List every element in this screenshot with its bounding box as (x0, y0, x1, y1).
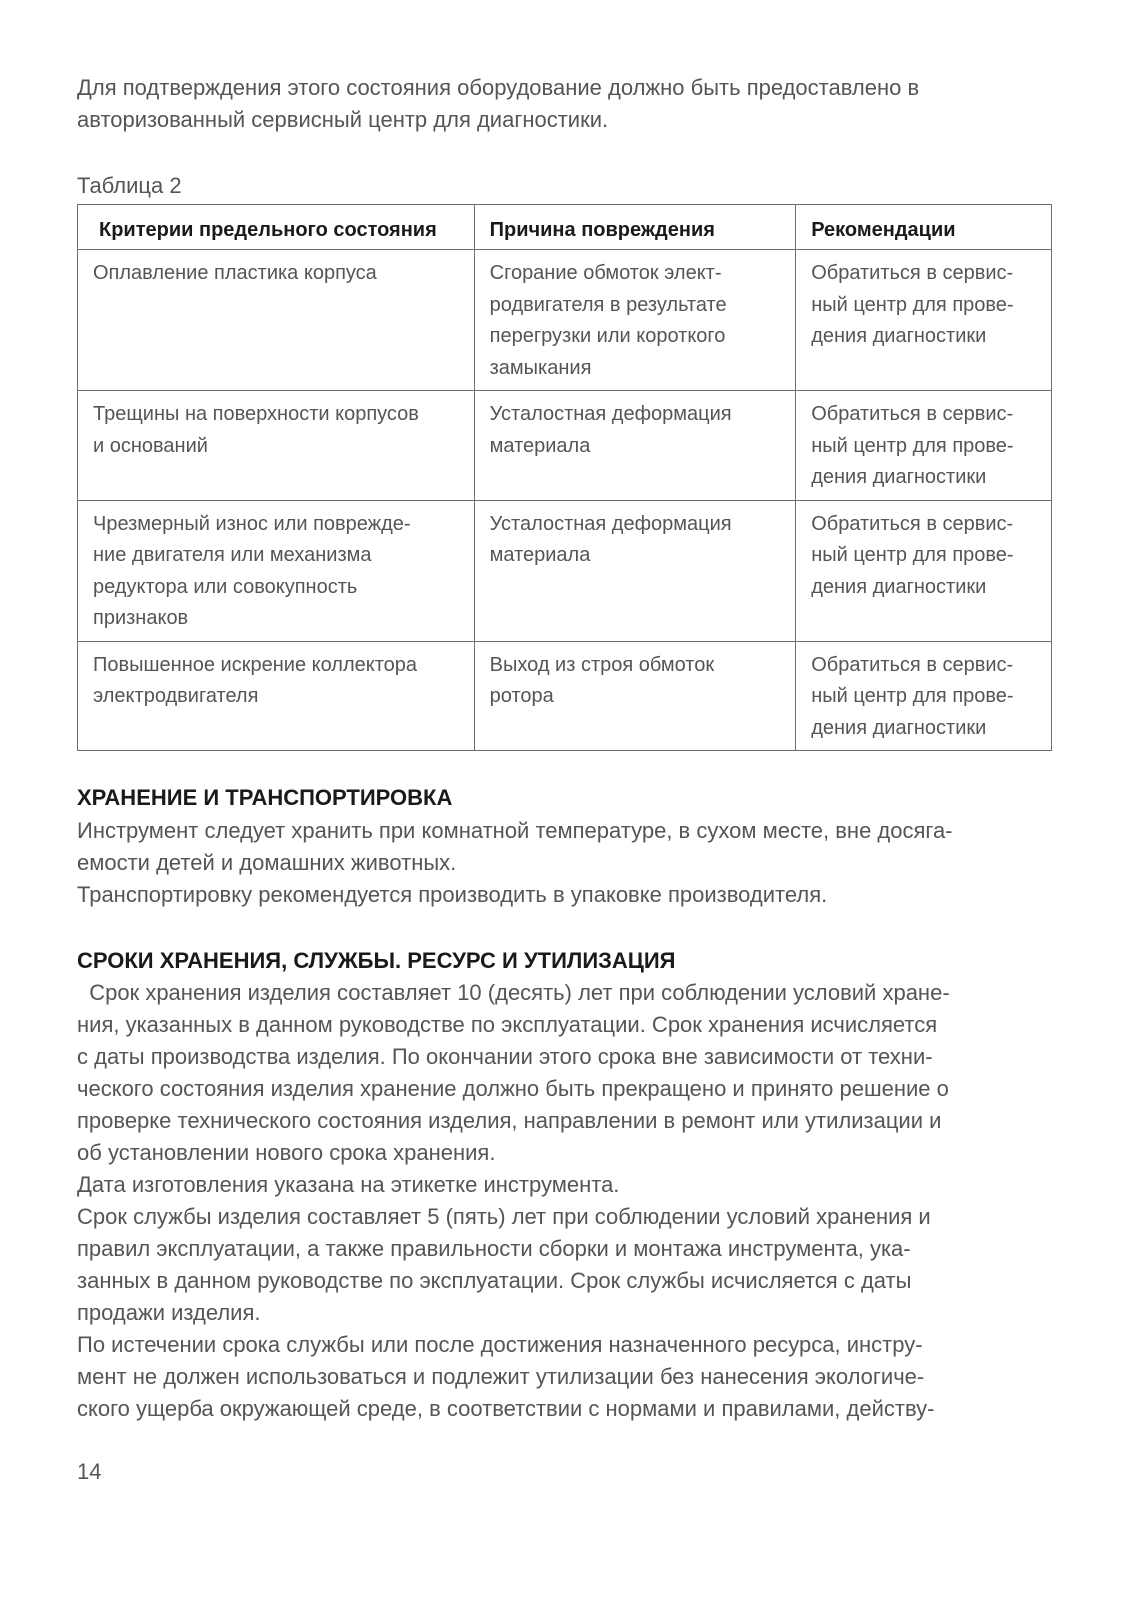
intro-paragraph (77, 72, 1053, 136)
text-line: продажи изделия. (77, 1300, 261, 1325)
text-line: ческого состояния изделия хранение должно быть прекращено и принято решение о (77, 1076, 949, 1101)
text-line: дения диагностики (811, 575, 987, 598)
text-line: проверке технического состояния изделия, направлении в ремонт или утилизации и (77, 1108, 942, 1133)
cell-recommendation (796, 500, 1052, 641)
cell-cause (474, 391, 796, 501)
text-line: об установлении нового срока хранения. (77, 1140, 496, 1165)
table-row (78, 250, 1052, 391)
cell-recommendation (796, 641, 1052, 751)
text-line: Оплавление пластика корпуса (93, 262, 377, 284)
text-line: Выход из строя обмоток (489, 653, 715, 676)
cell-criteria (78, 391, 475, 501)
text-line: признаков (93, 607, 189, 629)
terms-paragraph (77, 977, 1053, 1425)
text-line: занных в данном руководстве по эксплуатации. Срок службы исчисляется с даты (77, 1268, 912, 1293)
text-line: ный центр для прове- (811, 434, 1014, 457)
text-line: дения диагностики (811, 325, 987, 347)
header-cause: Причина повреждения (474, 205, 796, 250)
terms-heading: СРОКИ ХРАНЕНИЯ, СЛУЖБЫ. РЕСУРС И УТИЛИЗАЦИЯ (77, 948, 676, 973)
text-line: перегрузки или короткого (489, 325, 726, 347)
table-row (78, 391, 1052, 501)
text-line: Обратиться в сервис- (811, 653, 1014, 676)
text-line: электродвигателя (93, 685, 259, 707)
table-header-row (78, 205, 1052, 250)
storage-paragraph (77, 815, 1053, 911)
text-line: ния, указанных в данном руководстве по эксплуатации. Срок хранения исчисляется (77, 1012, 938, 1037)
text-line: Срок службы изделия составляет 5 (пять) лет при соблюдении условий хранения и (77, 1204, 931, 1229)
text-line: редуктора или совокупность (93, 575, 358, 598)
cell-criteria (78, 500, 475, 641)
header-criteria: Критерии предельного состояния (78, 205, 475, 250)
table-caption: Таблица 2 (77, 173, 182, 198)
criteria-table (77, 204, 1052, 751)
text-line: Усталостная деформация (489, 512, 732, 535)
text-line: правил эксплуатации, а также правильности сборки и монтажа инструмента, ука- (77, 1236, 911, 1261)
text-line: родвигателя в результате (489, 293, 727, 316)
cell-cause (474, 500, 796, 641)
text-line: дения диагностики (811, 716, 987, 739)
text-line: материала (489, 544, 591, 566)
text-line: ный центр для прове- (811, 293, 1014, 316)
cell-criteria (78, 250, 475, 391)
text-line: Повышенное искрение коллектора (93, 653, 418, 676)
text-line: Срок хранения изделия составляет 10 (десять) лет при соблюдении условий хране- (77, 980, 950, 1005)
text-line: Дата изготовления указана на этикетке инструмента. (77, 1172, 620, 1197)
text-line: материала (489, 434, 591, 457)
cell-cause (474, 250, 796, 391)
text-line: Обратиться в сервис- (811, 262, 1014, 284)
text-line: ный центр для прове- (811, 544, 1014, 566)
cell-criteria (78, 641, 475, 751)
text-line: с даты производства изделия. По окончании этого срока вне зависимости от техни- (77, 1044, 933, 1069)
text-line: мент не должен использоваться и подлежит утилизации без нанесения экологиче- (77, 1364, 925, 1389)
page-number: 14 (77, 1459, 102, 1484)
text-line: ротора (489, 685, 554, 707)
text-line: По истечении срока службы или после достижения назначенного ресурса, инстру- (77, 1332, 923, 1357)
text-line: дения диагностики (811, 466, 987, 488)
text-line: ского ущерба окружающей среде, в соответствии с нормами и правилами, действу- (77, 1396, 935, 1421)
table-row (78, 500, 1052, 641)
text-line: Трещины на поверхности корпусов (93, 403, 419, 425)
text-line: Для подтверждения этого состояния оборудование должно быть предоставлено в (77, 75, 920, 100)
text-line: емости детей и домашних животных. (77, 850, 457, 875)
text-line: Чрезмерный износ или поврежде- (93, 512, 411, 535)
text-line: ние двигателя или механизма (93, 544, 372, 566)
text-line: Сгорание обмоток элект- (489, 262, 722, 284)
text-line: и оснований (93, 434, 208, 457)
text-line: замыкания (489, 356, 592, 379)
table-row (78, 641, 1052, 751)
cell-recommendation (796, 250, 1052, 391)
storage-heading: ХРАНЕНИЕ И ТРАНСПОРТИРОВКА (77, 785, 453, 810)
text-line: Обратиться в сервис- (811, 403, 1014, 425)
cell-recommendation (796, 391, 1052, 501)
header-recommendations: Рекомендации (796, 205, 1052, 250)
text-line: авторизованный сервисный центр для диагностики. (77, 107, 609, 132)
text-line: Транспортировку рекомендуется производить в упаковке производителя. (77, 882, 828, 907)
cell-cause (474, 641, 796, 751)
text-line: Инструмент следует хранить при комнатной температуре, в сухом месте, вне досяга- (77, 818, 953, 843)
text-line: Усталостная деформация (489, 403, 732, 425)
text-line: ный центр для прове- (811, 685, 1014, 707)
text-line: Обратиться в сервис- (811, 512, 1014, 535)
